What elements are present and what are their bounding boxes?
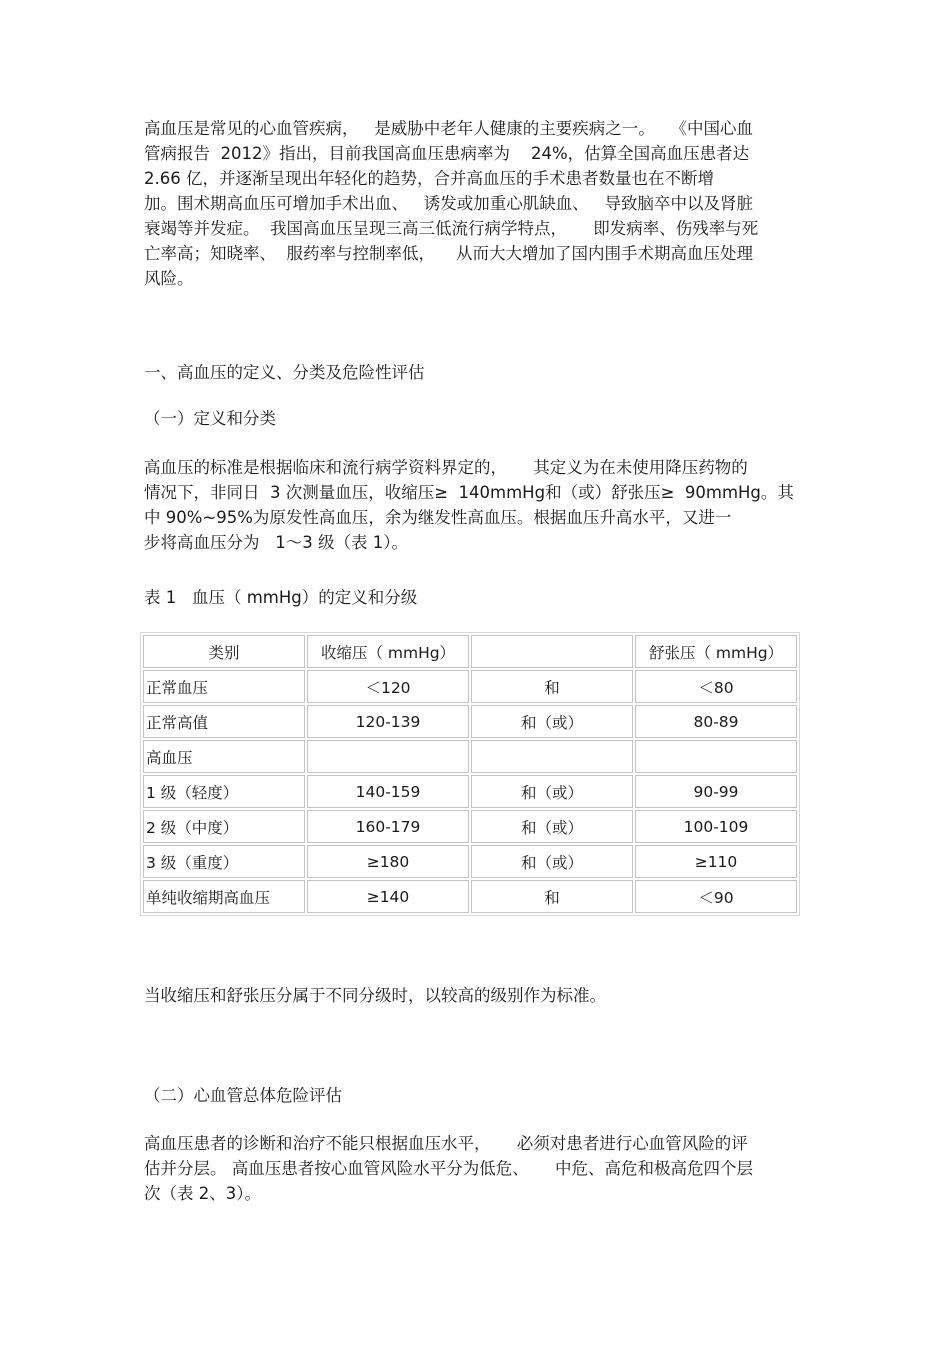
- intro-line: 加。围术期高血压可增加手术出血、 诱发或加重心肌缺血、 导致脑卒中以及肾脏: [144, 194, 753, 213]
- definition-line: 中 90%~95%为原发性高血压，余为继发性高血压。根据血压升高水平，又进一: [144, 508, 732, 527]
- row-diastolic: ＜80: [635, 670, 797, 703]
- row-conjunction: 和（或）: [471, 705, 633, 738]
- risk-line: 次（表 2、3）。: [144, 1184, 261, 1203]
- table-row: [143, 810, 797, 843]
- table-row: [143, 845, 797, 878]
- row-systolic: 120-139: [307, 705, 469, 738]
- definition-line: 步将高血压分为 1～3 级（表 1）。: [144, 533, 408, 552]
- row-diastolic: ＜90: [635, 880, 797, 913]
- subsection-1-heading: （一）定义和分类: [144, 409, 276, 428]
- table-row: [143, 775, 797, 808]
- intro-line: 衰竭等并发症。 我国高血压呈现三高三低流行病学特点， 即发病率、伤残率与死: [144, 219, 759, 238]
- table-row: [143, 705, 797, 738]
- row-category: 高血压: [143, 740, 305, 773]
- row-diastolic: 90-99: [635, 775, 797, 808]
- row-systolic: 140-159: [307, 775, 469, 808]
- header-diastolic: 舒张压（ mmHg）: [635, 635, 797, 668]
- header-systolic: 收缩压（ mmHg）: [307, 635, 469, 668]
- row-diastolic: ≥110: [635, 845, 797, 878]
- table-note: 当收缩压和舒张压分属于不同分级时，以较高的级别作为标准。: [144, 986, 606, 1005]
- row-category: 正常血压: [143, 670, 305, 703]
- intro-paragraph: [144, 116, 814, 291]
- row-category: 正常高值: [143, 705, 305, 738]
- row-diastolic: 100-109: [635, 810, 797, 843]
- intro-line: 高血压是常见的心血管疾病， 是威胁中老年人健康的主要疾病之一。 《中国心血: [144, 119, 753, 138]
- row-diastolic: 80-89: [635, 705, 797, 738]
- table-header-row: [143, 635, 797, 668]
- table-row: [143, 670, 797, 703]
- header-category: 类别: [143, 635, 305, 668]
- table-1-caption: 表 1 血压（ mmHg）的定义和分级: [144, 588, 418, 607]
- row-conjunction: 和（或）: [471, 775, 633, 808]
- row-category: 3 级（重度）: [143, 845, 305, 878]
- row-systolic: 160-179: [307, 810, 469, 843]
- risk-line: 高血压患者的诊断和治疗不能只根据血压水平， 必须对患者进行心血管风险的评: [144, 1134, 748, 1153]
- table-row: [143, 740, 797, 773]
- risk-line: 估并分层。 高血压患者按心血管风险水平分为低危、 中危、高危和极高危四个层: [144, 1159, 753, 1178]
- risk-paragraph: [144, 1131, 814, 1206]
- row-category: 单纯收缩期高血压: [143, 880, 305, 913]
- definition-paragraph: [144, 455, 814, 555]
- row-systolic: [307, 740, 469, 773]
- header-conjunction: [471, 635, 633, 668]
- row-conjunction: [471, 740, 633, 773]
- row-systolic: ＜120: [307, 670, 469, 703]
- table-row: [143, 880, 797, 913]
- intro-line: 亡率高；知晓率、 服药率与控制率低， 从而大大增加了国内围手术期高血压处理: [144, 244, 753, 263]
- row-conjunction: 和: [471, 880, 633, 913]
- row-conjunction: 和（或）: [471, 810, 633, 843]
- row-conjunction: 和: [471, 670, 633, 703]
- row-category: 1 级（轻度）: [143, 775, 305, 808]
- row-category: 2 级（中度）: [143, 810, 305, 843]
- row-conjunction: 和（或）: [471, 845, 633, 878]
- row-systolic: ≥140: [307, 880, 469, 913]
- blood-pressure-table: [140, 632, 800, 916]
- intro-line: 风险。: [144, 269, 194, 288]
- subsection-2-heading: （二）心血管总体危险评估: [144, 1086, 342, 1105]
- intro-line: 管病报告 2012》指出，目前我国高血压患病率为 24%，估算全国高血压患者达: [144, 144, 750, 163]
- row-diastolic: [635, 740, 797, 773]
- definition-line: 情况下，非同日 3 次测量血压，收缩压≥ 140mmHg和（或）舒张压≥ 90mmHg。其: [144, 483, 794, 502]
- section-1-heading: 一、高血压的定义、分类及危险性评估: [144, 363, 425, 382]
- intro-line: 2.66 亿，并逐渐呈现出年轻化的趋势，合并高血压的手术患者数量也在不断增: [144, 169, 714, 188]
- row-systolic: ≥180: [307, 845, 469, 878]
- definition-line: 高血压的标准是根据临床和流行病学资料界定的， 其定义为在未使用降压药物的: [144, 458, 748, 477]
